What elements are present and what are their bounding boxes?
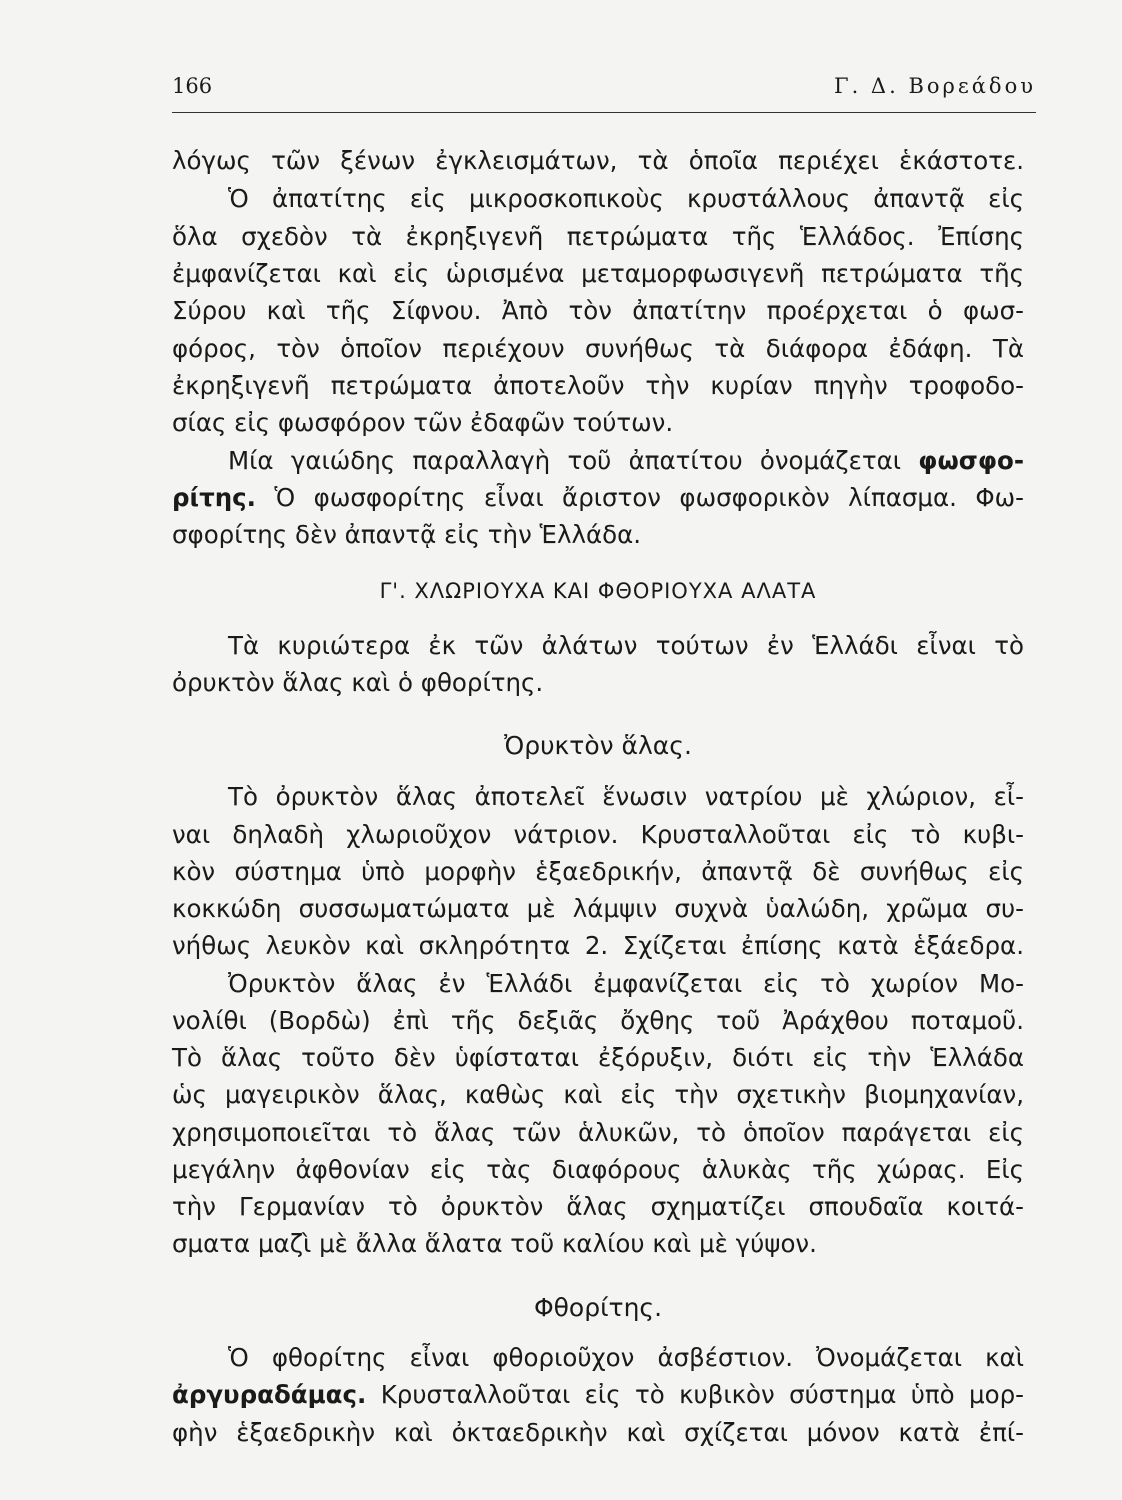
text-line: τὴν Γερμανίαν τὸ ὀρυκτὸν ἅλας σχηματίζει σπουδαῖα κοιτά- <box>172 1192 1024 1221</box>
page-header <box>172 74 1036 104</box>
text-line: ὀρυκτὸν ἅλας καὶ ὁ φθορίτης. <box>172 668 544 697</box>
text-line: ναι δηλαδὴ χλωριοῦχον νάτριον. Κρυσταλλοῦται εἰς τὸ κυβι- <box>172 820 1024 849</box>
page-number: 166 <box>172 74 213 98</box>
text-line: νολίθι (Βορδὼ) ἐπὶ τῆς δεξιᾶς ὄχθης τοῦ Ἀράχθου ποταμοῦ. <box>172 1006 1024 1035</box>
text-line: σματα μαζὶ μὲ ἄλλα ἅλατα τοῦ καλίου καὶ μὲ γύψον. <box>172 1229 817 1258</box>
text-line: ὡς μαγειρικὸν ἅλας, καθὼς καὶ εἰς τὴν σχετικὴν βιομηχανίαν, <box>172 1080 1024 1109</box>
section-heading: Γ'. ΧΛΩΡΙΟΥΧΑ ΚΑΙ ΦΘΟΡΙΟΥΧΑ ΑΛΑΤΑ <box>379 579 817 603</box>
text-line: Ὁ ἀπατίτης εἰς μικροσκοπικοὺς κρυστάλλους ἀπαντᾷ εἰς <box>228 184 1024 213</box>
text-run: Κρυσταλλοῦται εἰς τὸ κυβικὸν σύστημα ὑπὸ μορ- <box>366 1380 1024 1409</box>
text-line <box>172 1380 1024 1409</box>
subheading-rock-salt: Ὀρυκτὸν ἅλας. <box>504 731 692 760</box>
text-line: φὴν ἑξαεδρικὴν καὶ ὀκταεδρικὴν καὶ σχίζεται μόνον κατὰ ἐπί- <box>172 1418 1024 1447</box>
text-run: Μία γαιώδης παραλλαγὴ τοῦ ἀπατίτου ὀνομάζεται <box>228 446 919 475</box>
text-line: φόρος, τὸν ὁποῖον περιέχουν συνήθως τὰ διάφορα ἐδάφη. Τὰ <box>172 334 1024 363</box>
text-line: ἐμφανίζεται καὶ εἰς ὡρισμένα μεταμορφωσιγενῆ πετρώματα τῆς <box>172 259 1024 288</box>
text-line: κοκκώδη συσσωματώματα μὲ λάμψιν συχνὰ ὑαλώδη, χρῶμα συ- <box>172 894 1024 923</box>
text-line: Τὰ κυριώτερα ἐκ τῶν ἀλάτων τούτων ἐν Ἑλλάδι εἶναι τὸ <box>228 631 1024 660</box>
text-line: Ὀρυκτὸν ἅλας ἐν Ἑλλάδι ἐμφανίζεται εἰς τὸ χωρίον Μο- <box>228 969 1024 998</box>
term-phosphorite-end: ρίτης. <box>172 483 256 512</box>
text-line: Σύρου καὶ τῆς Σίφνου. Ἀπὸ τὸν ἀπατίτην προέρχεται ὁ φωσ- <box>172 296 1024 325</box>
text-line: Ὁ φθορίτης εἶναι φθοριοῦχον ἀσβέστιον. Ὀνομάζεται καὶ <box>228 1343 1024 1372</box>
text-line <box>172 483 1024 512</box>
text-line: κὸν σύστημα ὑπὸ μορφὴν ἑξαεδρικήν, ἀπαντᾷ δὲ συνήθως εἰς <box>172 857 1024 886</box>
subheading-fluorite: Φθορίτης. <box>533 1293 663 1322</box>
text-line: ὅλα σχεδὸν τὰ ἐκρηξιγενῆ πετρώματα τῆς Ἑλλάδος. Ἐπίσης <box>172 222 1024 251</box>
text-line: σίας εἰς φωσφόρον τῶν ἐδαφῶν τούτων. <box>172 408 674 437</box>
text-line: Τὸ ἅλας τοῦτο δὲν ὑφίσταται ἐξόρυξιν, διότι εἰς τὴν Ἑλλάδα <box>172 1043 1024 1072</box>
running-head: Γ. Δ. Βορεάδου <box>834 74 1036 98</box>
text-line: σφορίτης δὲν ἀπαντᾷ εἰς τὴν Ἑλλάδα. <box>172 520 642 549</box>
text-line <box>228 446 1024 475</box>
text-line: νήθως λευκὸν καὶ σκληρότητα 2. Σχίζεται ἐπίσης κατὰ ἑξάεδρα. <box>172 931 1024 960</box>
term-argyradamas: ἀργυραδάμας. <box>172 1380 367 1409</box>
text-line: μεγάλην ἀφθονίαν εἰς τὰς διαφόρους ἁλυκὰς τῆς χώρας. Εἰς <box>172 1155 1024 1184</box>
text-line: Τὸ ὀρυκτὸν ἅλας ἀποτελεῖ ἕνωσιν νατρίου μὲ χλώριον, εἶ- <box>228 782 1024 811</box>
text-line: χρησιμοποιεῖται τὸ ἅλας τῶν ἁλυκῶν, τὸ ὁποῖον παράγεται εἰς <box>172 1118 1024 1147</box>
text-run: Ὁ φωσφορίτης εἶναι ἄριστον φωσφορικὸν λίπασμα. Φω- <box>256 483 1024 512</box>
term-phosphorite: φωσφο- <box>918 446 1024 475</box>
text-line: λόγως τῶν ξένων ἐγκλεισμάτων, τὰ ὁποῖα περιέχει ἑκάστοτε. <box>172 146 1024 175</box>
header-rule <box>172 112 1036 113</box>
text-line: ἐκρηξιγενῆ πετρώματα ἀποτελοῦν τὴν κυρίαν πηγὴν τροφοδο- <box>172 371 1024 400</box>
